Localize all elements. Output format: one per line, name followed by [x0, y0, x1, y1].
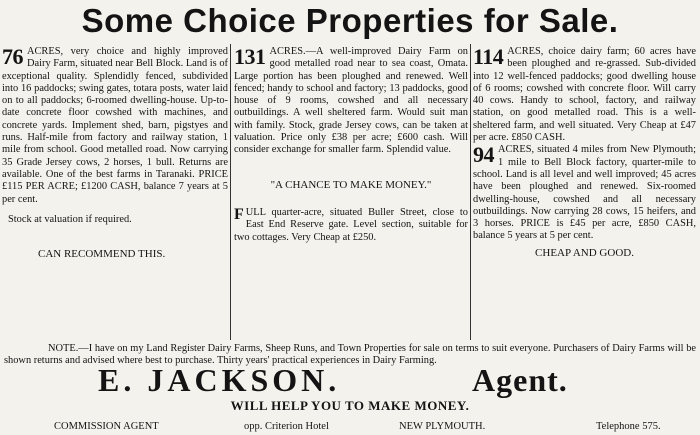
- agent-banner: [0, 362, 700, 398]
- listing-number: 114: [473, 44, 504, 69]
- listing-text: ACRES, very choice and highly improved Dairy Farm, situated near Bell Block. Land is of exceptional quality. Splendidly fenced, subdivided into 16 paddocks; swing gates, totara posts, water laid on to all paddocks; 6-roomed dwelling-house. Up-to-date concrete floor cowshed with machines, and concrete yards. Implement shed, barn, pigstyes and runs. Half-mile from factory and railway station, 1 mile from school. Good metalled road. Now carrying 35 Grade Jersey cows, 2 horses, 1 bull. Returns are available. One of the best farms in Taranaki. PRICE £115 PER ACRE; £1200 CASH, balance 7 years at 5 per cent.: [2, 46, 228, 205]
- listing-number: 94: [473, 142, 494, 168]
- tagline: WILL HELP YOU TO MAKE MONEY.: [230, 398, 470, 413]
- footer-telephone: Telephone 575.: [596, 421, 661, 432]
- footer: [0, 420, 700, 434]
- listing-column-1: [2, 46, 228, 260]
- listing-text: ACRES.—A well-improved Dairy Farm on good metalled road near to sea coast, Omata. Large portion has been ploughed and renewed. Well fenced; handy to school and factory; 13 paddocks, good house of 9 rooms, cowshed and all necessary outbuildings. A well sheltered farm. Would suit man with family. Stock, grade Jersey cows, can be taken at valuation. Price only £38 per acre; £600 cash. Will consider exchange for smaller farm. Splendid value.: [234, 46, 468, 156]
- listing-column-2: [234, 46, 468, 244]
- footer-role: COMMISSION AGENT: [54, 421, 159, 432]
- listing-76-acres: [2, 46, 228, 206]
- listing-text: ACRES, situated 4 miles from New Plymouth; 1 mile to Bell Block factory, quarter-mile to school. Land is all level and well improved; 45 acres have been ploughed and renewed. Six-roomed dwelling-house, cowshed and all necessary outbuildings. Now carrying 28 cows, 15 heifers, and 3 horses. PRICE is £45 per acre, £850 CASH, balance 5 years at 5 per cent.: [473, 144, 696, 242]
- agent-name: E. JACKSON.: [98, 362, 341, 398]
- headline: Some Choice Properties for Sale.: [81, 2, 619, 39]
- listing-text: ACRES, choice dairy farm; 60 acres have been ploughed and re-grassed. Sub-divided into 12 well-fenced paddocks; good dwelling house of 6 rooms; cowshed with concrete floor. Will carry 40 cows. Handy to school, factory, and railway station, on good metalled road. This is a well-sheltered farm, and well situated. Very Cheap at £47 per acre. £850 CASH.: [473, 46, 696, 144]
- listing-column-3: [473, 46, 696, 270]
- footer-town: NEW PLYMOUTH.: [399, 421, 486, 432]
- slogan: "A CHANCE TO MAKE MONEY.": [270, 178, 432, 191]
- listing-number: 76: [2, 44, 23, 69]
- register-note: NOTE.—I have on my Land Register Dairy Farms, Sheep Runs, and Town Properties for sale on terms to suit everyone. Purchasers of Dairy Farms will be shown returns and advised where best to purchase. Thirty years' practical experiences in Dairy Farming.: [4, 343, 696, 367]
- column-divider: [470, 44, 471, 340]
- agent-title: Agent.: [472, 362, 568, 398]
- cheap-note: CHEAP AND GOOD.: [535, 246, 634, 259]
- listing-quarter-acre: [234, 207, 468, 244]
- listing-number: 131: [234, 44, 266, 69]
- listing-131-acres: [234, 46, 468, 157]
- listing-text: ULL quarter-acre, situated Buller Street, close to East End Reserve gate. Level section, suitable for two cottages. Very Cheap at £250.: [234, 206, 468, 243]
- listing-114-acres: [473, 46, 696, 144]
- stock-note: Stock at valuation if required.: [8, 213, 132, 225]
- column-divider: [230, 44, 231, 340]
- listing-94-acres: [473, 144, 696, 242]
- footer-address: opp. Criterion Hotel: [244, 421, 329, 432]
- drop-cap: F: [234, 205, 244, 223]
- recommend-note: CAN RECOMMEND THIS.: [38, 248, 166, 261]
